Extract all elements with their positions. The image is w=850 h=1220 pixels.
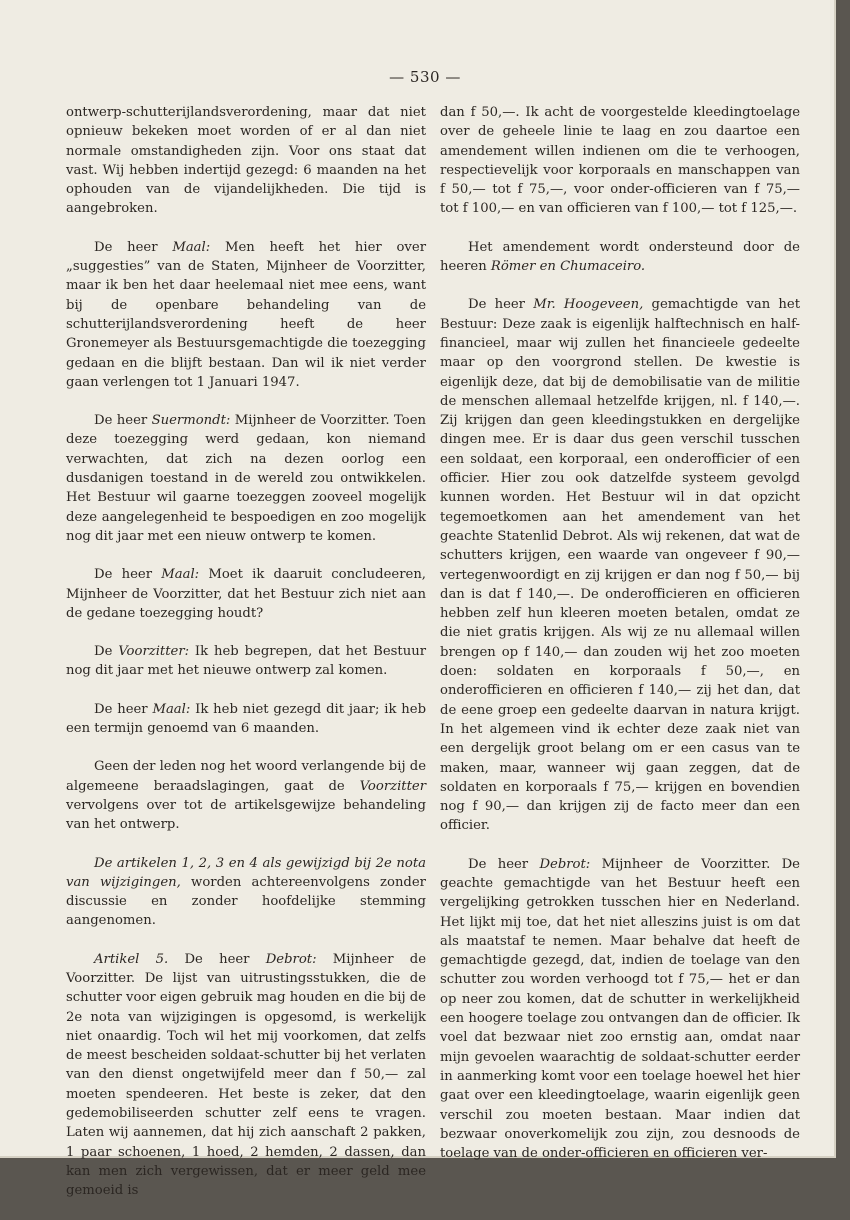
paragraph-voorzitter: De Voorzitter: Ik heb begrepen, dat het Bestuur nog dit jaar met het nieuwe ontwerp zal komen.: [66, 644, 426, 679]
paragraph-maal-1: De heer Maal: Men heeft het hier over „suggesties” van de Staten, Mijnheer de Voorzitter, maar ik ben het daar heelemaal niet mee eens, want bij de openbare behandeling van de schutterijlandsverordening heeft de heer Gronemeyer als Bestuursgemachtigde die toezegging gedaan en die blijft bestaan. Dan wil ik niet verder gaan verlengen tot 1 Januari 1947.: [66, 239, 426, 390]
page-number: — 530 —: [389, 68, 461, 86]
speaker-name: Maal:: [172, 239, 211, 255]
paragraph-maal-2: De heer Maal: Moet ik daaruit concludeeren, Mijnheer de Voorzitter, dat het Bestuur zich niet aan de gedane toezegging houdt?: [66, 567, 427, 621]
speaker-name: Voorzitter:: [118, 644, 190, 660]
left-column: [66, 103, 426, 1220]
paragraph: dan f 50,—. Ik acht de voorgestelde kleedingtoelage over de geheele linie te laag en zou daartoe een amendement willen indienen om die te verhoogen, respectievelijk voor korporaals en manschappen van f 50,— tot f 75,—, voor onder-officieren van f 75,— tot f 100,— en van officieren van f 100,— tot f 125,—.: [440, 105, 800, 217]
speaker-name: Voorzitter: [359, 778, 426, 794]
speaker-name: Maal:: [152, 701, 191, 717]
speaker-name: Debrot:: [539, 856, 591, 872]
supporter-names: Römer en Chumaceiro.: [490, 259, 646, 275]
paragraph-amendement: Het amendement wordt ondersteund door de heeren Römer en Chumaceiro.: [440, 239, 800, 275]
paragraph-procedure: Geen der leden nog het woord verlangende bij de algemeene beraadslagingen, gaat de Voorzitter vervolgens over tot de artikelsgewijze behandeling van het ontwerp.: [66, 759, 426, 833]
speaker-name: Debrot:: [265, 951, 317, 967]
speaker-name: Suermondt:: [151, 413, 231, 429]
speaker-name: Maal:: [161, 567, 200, 583]
paragraph-hoogeveen: De heer Mr. Hoogeveen, gemachtigde van het Bestuur: Deze zaak is eigenlijk halftechnisch en half-financieel, maar wij zullen het financieele gedeelte maar op den voorgrond stellen. De kwestie is eigenlijk deze, dat bij de demobilisatie van de militie de menschen allemaal hetzelfde krijgen, nl. f 140,—. Zij krijgen dan geen kleedingstukken en dergelijke dingen mee. Er is daar dus geen verschil tusschen een soldaat, een korporaal, een onderofficier of een officier. Hier zou ook datzelfde systeem gevolgd kunnen worden. Het Bestuur wil in dat opzicht tegemoetkomen aan het amendement van het geachte Statenlid Debrot. Als wij rekenen, dat wat de schutters krijgen, een waarde van ongeveer f 90,— vertegenwoordigt en zij krijgen er dan nog f 50,— bij dan is dat f 140,—. De onderofficieren en officieren hebben zelf hun kleeren moeten betalen, omdat ze die niet gratis krijgen. Als wij ze nu allemaal willen brengen op f 140,— dan zouden wij het zoo moeten doen: soldaten en korporaals f 50,—, en onderofficieren en officieren f 140,— zij het dan, dat de eene groep een gedeelte daarvan in natura krijgt. In het algemeen vind ik echter deze zaak niet van een dergelijk groot belang om er een casus van te maken, maar, wanneer wij gaan zeggen, dat de soldaten en korporaals f 75,— krijgen en bovendien nog f 90,— dan krijgen zij de facto meer dan een officier.: [440, 297, 800, 834]
paragraph: ontwerp-schutterijlandsverordening, maar dat niet opnieuw bekeken moet worden of er al dan niet normale omstandigheden zijn. Voor ons staat dat vast. Wij hebben indertijd gezegd: 6 maanden na het ophouden van de vijandelijkheden. Die tijd is aangebroken.: [66, 105, 426, 217]
paragraph-maal-3: De heer Maal: Ik heb niet gezegd dit jaar; ik heb een termijn genoemd van 6 maanden.: [66, 701, 427, 737]
paragraph-suermondt: De heer Suermondt: Mijnheer de Voorzitter. Toen deze toezegging werd gedaan, kon niemand verwachten, dat zich na dezen oorlog een dusdanigen toestand in de wereld zou ontwikkelen. Het Bestuur wil gaarne toezeggen zooveel mogelijk deze aangelegenheid te bespoedigen en zoo mogelijk nog dit jaar met een nieuw ontwerp te komen.: [66, 413, 426, 544]
paragraph-artikel-5: Artikel 5. De heer Debrot: Mijnheer de Voorzitter. De lijst van uitrustingsstukken, die de schutter voor eigen gebruik mag houden en die bij de 2e nota van wijzigingen is opgesomd, is werkelijk niet onaardig. Toch wil het mij voorkomen, dat zelfs de meest bescheiden soldaat-schutter bij het verlaten van den dienst ongetwijfeld meer dan f 50,— zal moeten spendeeren. Het beste is zeker, dat den gedemobiliseerden schutter zelf eens te vragen. Laten wij aannemen, dat hij zich aanschaft 2 pakken, 1 paar schoenen, 1 hoed, 2 hemden, 2 dassen, dan kan men zich vergewissen, dat er meer geld mee gemoeid is: [66, 951, 427, 1199]
paragraph-artikelen: De artikelen 1, 2, 3 en 4 als gewijzigd bij 2e nota van wijzigingen, worden achtereenvolgens zonder discussie en zonder hoofdelijke stemming aangenomen.: [66, 855, 426, 929]
article-reference: Artikel 5.: [94, 951, 169, 967]
speaker-name: Mr. Hoogeveen,: [533, 297, 644, 313]
right-column: [440, 103, 800, 1182]
article-reference: De artikelen 1, 2, 3 en 4 als gewijzigd bij 2e nota van wijzigingen,: [66, 855, 426, 890]
paragraph-debrot: De heer Debrot: Mijnheer de Voorzitter. De geachte gemachtigde van het Bestuur heeft een vergelijking getrokken tusschen hier en Nederland. Het lijkt mij toe, dat het niet alleszins juist is om dat als maatstaf te nemen. Maar behalve dat heeft de gemachtigde gezegd, dat, indien de toelage van den schutter zou worden verhoogd tot f 75,— het er dan op neer zou komen, dat de schutter in werkelijkheid een hoogere toelage zou ontvangen dan de officier. Ik voel dat bezwaar niet zoo ernstig aan, omdat naar mijn gevoelen waarachtig de soldaat-schutter eerder in aanmerking komt voor een toelage hoewel het hier gaat over een kleedingtoelage, waarin eigenlijk geen verschil zou moeten bestaan. Maar indien dat bezwaar onoverkomelijk zou zijn, zou desnoods de toelage van de onder-officieren en officieren ver-: [440, 856, 800, 1162]
